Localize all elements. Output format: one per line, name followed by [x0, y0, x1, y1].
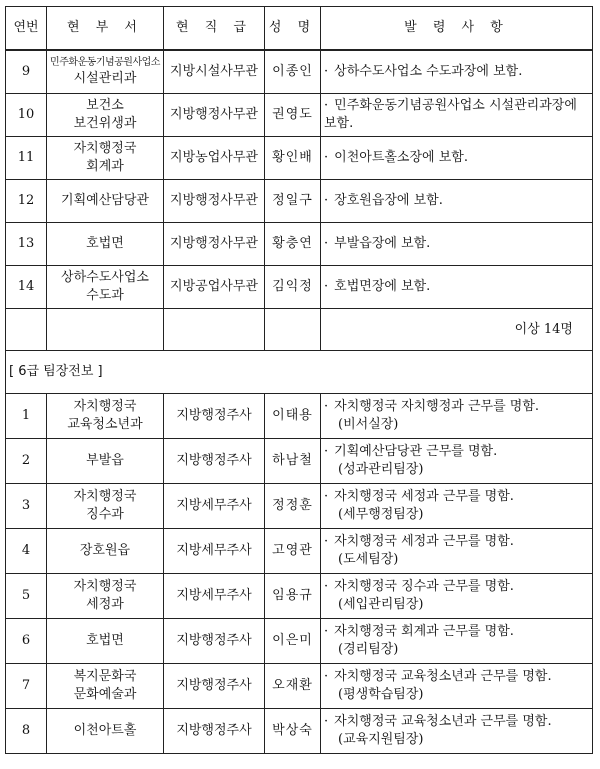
appointment-note [321, 94, 593, 137]
row-number: 8 [6, 709, 47, 754]
appointment-team: (도세팀장) [338, 552, 399, 567]
row-number: 9 [6, 50, 47, 94]
department-line: 복지문화국 [73, 669, 137, 684]
department-line: 민주화운동기념공원사업소 [50, 57, 160, 68]
table-row [6, 439, 593, 484]
appointment-text: · 자치행정국 교육청소년과 근무를 명함. [324, 714, 552, 729]
table-row [6, 180, 593, 223]
bullet-mark: · [324, 714, 329, 729]
department-line: 호법면 [86, 633, 124, 648]
person-name: 박상숙 [265, 709, 321, 754]
appointment-team: (세무행정팀장) [338, 507, 424, 522]
bullet-mark: · [324, 579, 329, 594]
row-number: 3 [6, 484, 47, 529]
department-line: 교육청소년과 [67, 417, 143, 432]
current-grade: 지방행정주사 [164, 664, 265, 709]
person-name: 임용규 [265, 574, 321, 619]
department-line: 장호원읍 [79, 543, 131, 558]
bullet-mark: · [324, 98, 329, 113]
current-department [47, 266, 164, 309]
department-line: 기획예산담당관 [61, 193, 149, 208]
appointment-note [321, 529, 593, 574]
appointment-note [321, 709, 593, 754]
current-department [47, 574, 164, 619]
current-grade: 지방행정주사 [164, 619, 265, 664]
row-number: 2 [6, 439, 47, 484]
person-name: 황충연 [265, 223, 321, 266]
appointment-text: · 자치행정국 자치행정과 근무를 명함. [324, 399, 540, 414]
appointment-note [321, 180, 593, 223]
section-header-row [6, 351, 593, 394]
appointment-note [321, 619, 593, 664]
section-title: [ 6급 팀장전보 ] [6, 351, 593, 394]
table-row [6, 223, 593, 266]
current-department [47, 664, 164, 709]
current-department [47, 484, 164, 529]
department-line: 회계과 [86, 159, 124, 174]
bullet-mark: · [324, 444, 329, 459]
department-line: 징수과 [86, 507, 124, 522]
bullet-mark: · [324, 399, 329, 414]
appointment-team: (비서실장) [338, 417, 399, 432]
appointment-note [321, 664, 593, 709]
department-line: 자치행정국 [73, 141, 137, 156]
appointment-team: (성과관리팀장) [338, 462, 424, 477]
current-grade: 지방세무주사 [164, 484, 265, 529]
appointment-text: · 자치행정국 징수과 근무를 명함. [324, 579, 514, 594]
bullet-mark: · [324, 193, 329, 208]
row-number: 7 [6, 664, 47, 709]
current-grade: 지방세무주사 [164, 574, 265, 619]
table-row [6, 50, 593, 94]
current-department [47, 439, 164, 484]
person-name: 이은미 [265, 619, 321, 664]
table-row [6, 709, 593, 754]
row-number: 1 [6, 394, 47, 439]
current-department [47, 180, 164, 223]
bullet-mark: · [324, 64, 329, 79]
department-line: 보건소 [86, 98, 124, 113]
row-number: 4 [6, 529, 47, 574]
current-department [47, 394, 164, 439]
department-line: 부발읍 [86, 453, 124, 468]
table-row [6, 394, 593, 439]
row-number: 13 [6, 223, 47, 266]
bullet-mark: · [324, 489, 329, 504]
row-number: 10 [6, 94, 47, 137]
appointment-note [321, 574, 593, 619]
current-grade: 지방행정주사 [164, 709, 265, 754]
bullet-mark: · [324, 669, 329, 684]
person-name: 이태용 [265, 394, 321, 439]
person-name: 정일구 [265, 180, 321, 223]
appointment-text: · 이천아트홀소장에 보함. [324, 150, 468, 165]
header-row [6, 7, 593, 51]
appointment-text: · 자치행정국 회계과 근무를 명함. [324, 624, 514, 639]
current-grade: 지방시설사무관 [164, 50, 265, 94]
table-row [6, 484, 593, 529]
table-row [6, 664, 593, 709]
current-department [47, 709, 164, 754]
department-line: 자치행정국 [73, 489, 137, 504]
department-line: 상하수도사업소 [61, 270, 149, 285]
header-no: 연번 [6, 7, 47, 51]
table-row [6, 619, 593, 664]
person-name: 권영도 [265, 94, 321, 137]
appointment-text: · 자치행정국 세정과 근무를 명함. [324, 489, 514, 504]
table-row [6, 266, 593, 309]
appointment-team: (세입관리팀장) [338, 597, 424, 612]
department-line: 보건위생과 [73, 116, 137, 131]
appointment-text: · 장호원읍장에 보함. [324, 193, 443, 208]
personnel-table [5, 6, 593, 754]
appointment-note [321, 439, 593, 484]
appointment-text: · 민주화운동기념공원사업소 시설관리과장에 보함. [324, 98, 577, 131]
header-dept: 현 부 서 [47, 7, 164, 51]
appointment-note [321, 137, 593, 180]
appointment-team: (교육지원팀장) [338, 732, 424, 747]
appointment-note [321, 50, 593, 94]
current-department [47, 137, 164, 180]
appointment-note [321, 266, 593, 309]
row-number: 12 [6, 180, 47, 223]
current-grade: 지방행정주사 [164, 394, 265, 439]
department-line: 세정과 [86, 597, 124, 612]
current-department [47, 619, 164, 664]
bullet-mark: · [324, 534, 329, 549]
table-row [6, 94, 593, 137]
table-row [6, 574, 593, 619]
appointment-team: (경리팀장) [338, 642, 399, 657]
current-grade: 지방행정사무관 [164, 94, 265, 137]
appointment-text: · 부발읍장에 보함. [324, 236, 431, 251]
current-grade: 지방공업사무관 [164, 266, 265, 309]
current-department [47, 529, 164, 574]
person-name: 오재환 [265, 664, 321, 709]
header-note: 발 령 사 항 [321, 7, 593, 51]
section-a-rows [6, 50, 593, 309]
person-name: 황인배 [265, 137, 321, 180]
current-grade: 지방농업사무관 [164, 137, 265, 180]
appointment-text: · 기획예산담당관 근무를 명함. [324, 444, 498, 459]
bullet-mark: · [324, 624, 329, 639]
current-grade: 지방행정사무관 [164, 180, 265, 223]
total-row [6, 309, 593, 351]
department-line: 자치행정국 [73, 399, 137, 414]
appointment-text: · 호법면장에 보함. [324, 279, 431, 294]
appointment-text: · 자치행정국 교육청소년과 근무를 명함. [324, 669, 552, 684]
header-name: 성 명 [265, 7, 321, 51]
bullet-mark: · [324, 279, 329, 294]
row-number: 5 [6, 574, 47, 619]
row-number: 6 [6, 619, 47, 664]
current-grade: 지방세무주사 [164, 529, 265, 574]
total-count: 이상 14명 [514, 321, 573, 337]
appointment-team: (평생학습팀장) [338, 687, 424, 702]
bullet-mark: · [324, 236, 329, 251]
department-line: 호법면 [86, 236, 124, 251]
appointment-note [321, 394, 593, 439]
person-name: 고영관 [265, 529, 321, 574]
department-line: 자치행정국 [73, 579, 137, 594]
table-row [6, 529, 593, 574]
current-grade: 지방행정사무관 [164, 223, 265, 266]
table-row [6, 137, 593, 180]
current-grade: 지방행정주사 [164, 439, 265, 484]
person-name: 하남철 [265, 439, 321, 484]
department-line: 시설관리과 [73, 71, 137, 86]
section-b-rows [6, 394, 593, 754]
department-line: 문화예술과 [73, 687, 137, 702]
person-name: 김익정 [265, 266, 321, 309]
department-line: 이천아트홀 [73, 723, 137, 738]
bullet-mark: · [324, 150, 329, 165]
row-number: 14 [6, 266, 47, 309]
department-line: 수도과 [86, 288, 124, 303]
current-department [47, 50, 164, 94]
current-department [47, 94, 164, 137]
appointment-note [321, 223, 593, 266]
current-department [47, 223, 164, 266]
header-grade: 현 직 급 [164, 7, 265, 51]
person-name: 정정훈 [265, 484, 321, 529]
row-number: 11 [6, 137, 47, 180]
appointment-text: · 자치행정국 세정과 근무를 명함. [324, 534, 514, 549]
appointment-note [321, 484, 593, 529]
person-name: 이종인 [265, 50, 321, 94]
appointment-text: · 상하수도사업소 수도과장에 보함. [324, 64, 523, 79]
